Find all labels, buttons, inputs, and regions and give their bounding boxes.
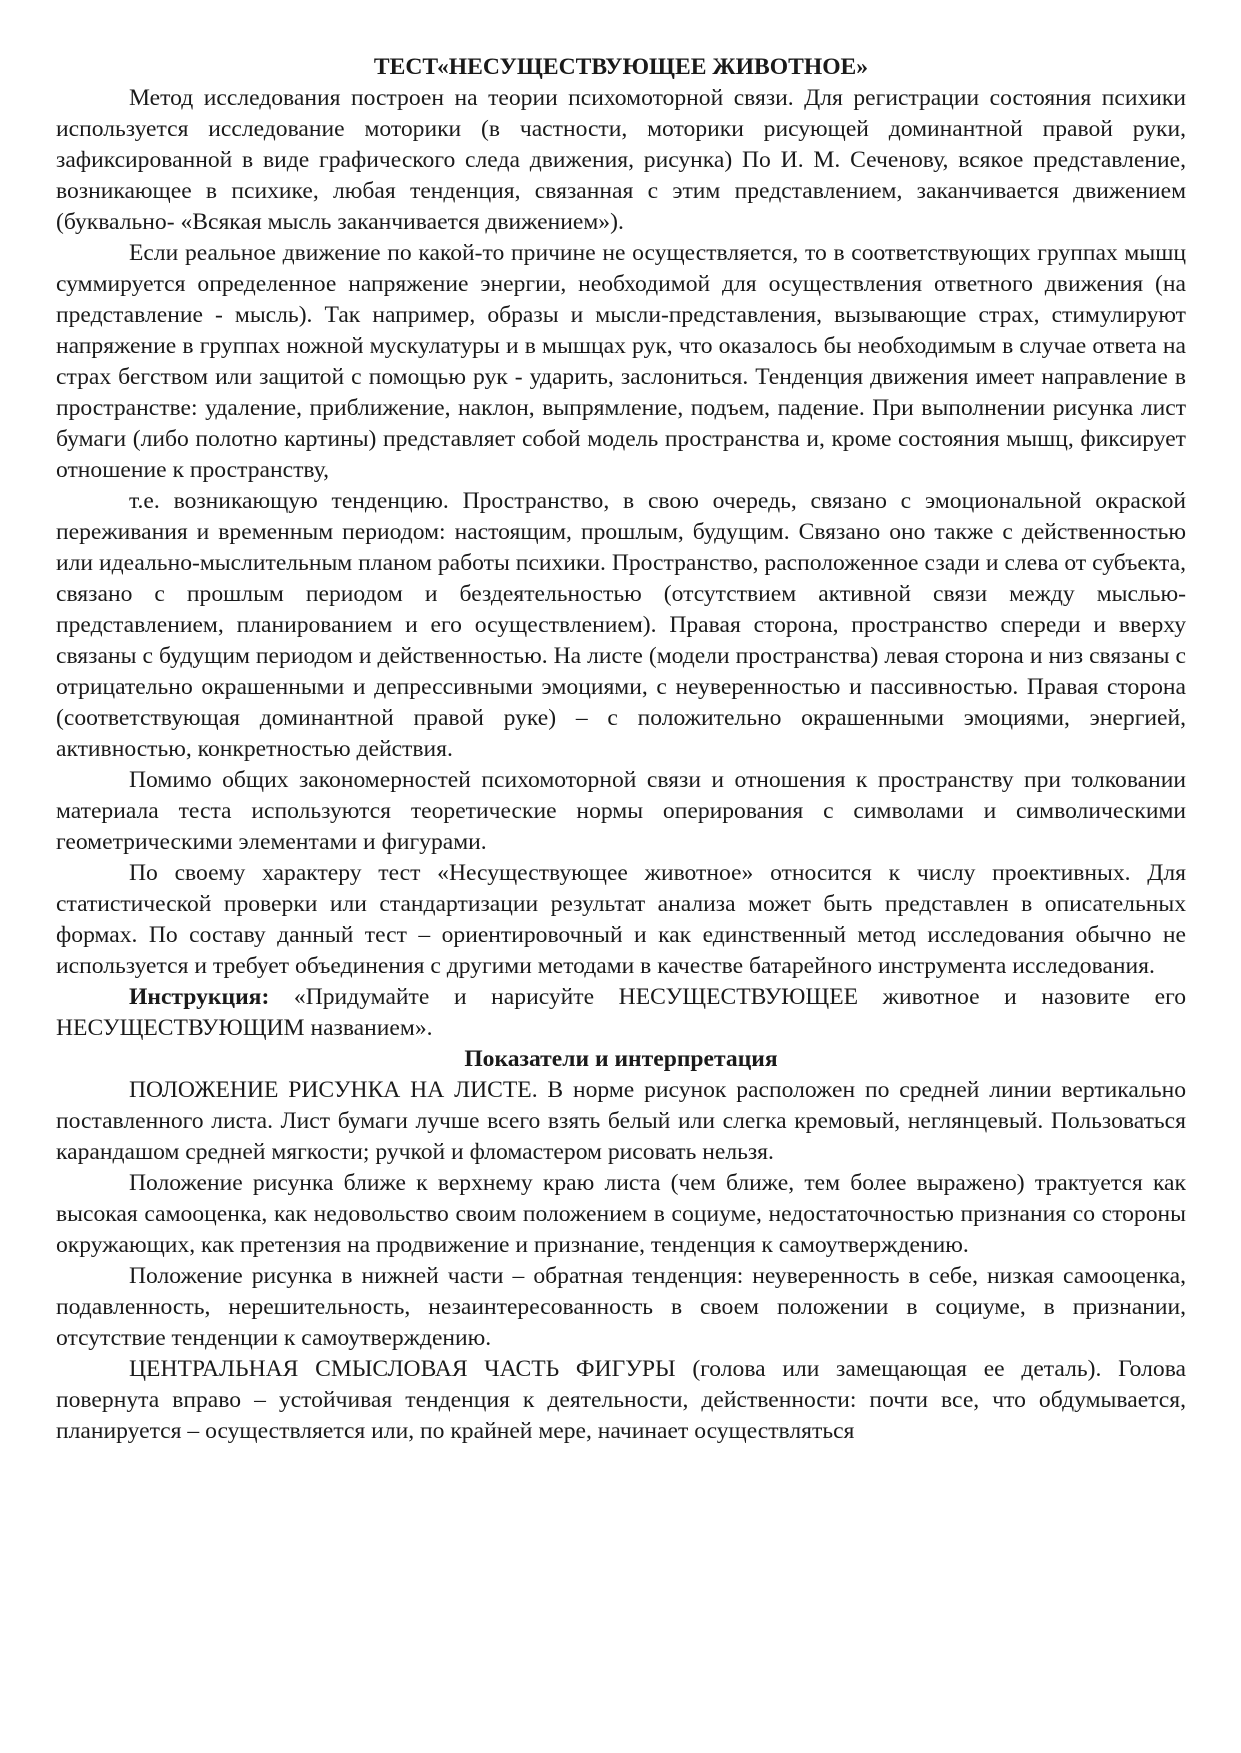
document-page: [56, 52, 1186, 1447]
section-title: Показатели и интерпретация: [464, 1046, 778, 1072]
paragraph-position-bottom: Положение рисунка в нижней части – обратная тенденция: неуверенность в себе, низкая самооценка, подавленность, нерешительность, незаинтересованность в своем положении в социуме, в признании, отсутствие тенденции к самоутверждению.: [56, 1263, 1186, 1351]
instruction-label: Инструкция:: [129, 984, 270, 1010]
paragraph-symbols: Помимо общих закономерностей психомоторной связи и отношения к пространству при толковании материала теста используются теоретические нормы оперирования с символами и символическими геометрическими элементами и фигурами.: [56, 767, 1186, 855]
paragraph-instruction: [56, 982, 1186, 1044]
paragraph-method: Метод исследования построен на теории психомоторной связи. Для регистрации состояния психики используется исследование моторики (в частности, моторики рисующей доминантной правой руки, зафиксированной в виде графического следа движения, рисунка) По И. М. Сеченову, всякое представление, возникающее в психике, любая тенденция, связанная с этим представлением, заканчивается движением (буквально- «Всякая мысль заканчивается движением»).: [56, 85, 1186, 235]
paragraph-movement: Если реальное движение по какой-то причине не осуществляется, то в соответствующих группах мышц суммируется определенное напряжение энергии, необходимой для осуществления ответного движения (на представление - мысль). Так например, образы и мысли-представления, вызывающие страх, стимулируют напряжение в группах ножной мускулатуры и в мышцах рук, что оказалось бы необходимым в случае ответа на страх бегством или защитой с помощью рук - ударить, заслониться. Тенденция движения имеет направление в пространстве: удаление, приближение, наклон, выпрямление, подъем, падение. При выполнении рисунка лист бумаги (либо полотно картины) представляет собой модель пространства и, кроме состояния мышц, фиксирует отношение к пространству,: [56, 240, 1186, 483]
document-title: ТЕСТ«НЕСУЩЕСТВУЮЩЕЕ ЖИВОТНОЕ»: [373, 54, 869, 80]
paragraph-projective: По своему характеру тест «Несуществующее животное» относится к числу проективных. Для статистической проверки или стандартизации результат анализа может быть представлен в описательных формах. По составу данный тест – ориентировочный и как единственный метод исследования обычно не используется и требует объединения с другими методами в качестве батарейного инструмента исследования.: [56, 860, 1186, 979]
instruction-text: «Придумайте и нарисуйте НЕСУЩЕСТВУЮЩЕЕ животное и назовите его НЕСУЩЕСТВУЮЩИМ названием».: [56, 984, 1186, 1041]
paragraph-central-part: ЦЕНТРАЛЬНАЯ СМЫСЛОВАЯ ЧАСТЬ ФИГУРЫ (голова или замещающая ее деталь). Голова повернута вправо – устойчивая тенденция к деятельности, действенности: почти все, что обдумывается, планируется – осуществляется или, по крайней мере, начинает осуществляться: [56, 1356, 1186, 1444]
paragraph-space: т.е. возникающую тенденцию. Пространство, в свою очередь, связано с эмоциональной окраской переживания и временным периодом: настоящим, прошлым, будущим. Связано оно также с действенностью или идеально-мыслительным планом работы психики. Пространство, расположенное сзади и слева от субъекта, связано с прошлым периодом и бездеятельностью (отсутствием активной связи между мыслью-представлением, планированием и его осуществлением). Правая сторона, пространство спереди и вверху связаны с будущим периодом и действенностью. На листе (модели пространства) левая сторона и низ связаны с отрицательно окрашенными и депрессивными эмоциями, с неуверенностью и пассивностью. Правая сторона (соответствующая доминантной правой руке) – с положительно окрашенными эмоциями, энергией, активностью, конкретностью действия.: [56, 488, 1186, 762]
paragraph-position: ПОЛОЖЕНИЕ РИСУНКА НА ЛИСТЕ. В норме рисунок расположен по средней линии вертикально поставленного листа. Лист бумаги лучше всего взять белый или слегка кремовый, неглянцевый. Пользоваться карандашом средней мягкости; ручкой и фломастером рисовать нельзя.: [56, 1077, 1186, 1165]
paragraph-position-top: Положение рисунка ближе к верхнему краю листа (чем ближе, тем более выражено) трактуется как высокая самооценка, как недовольство своим положением в социуме, недостаточностью признания со стороны окружающих, как претензия на продвижение и признание, тенденция к самоутверждению.: [56, 1170, 1186, 1258]
